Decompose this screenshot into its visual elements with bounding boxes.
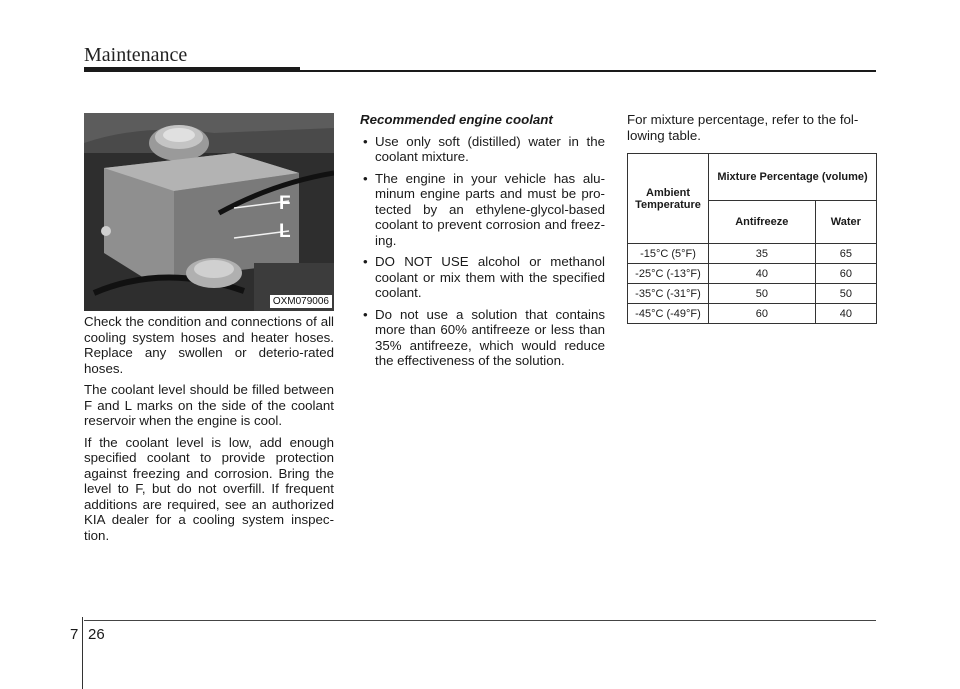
page-number: 26: [88, 626, 105, 643]
cell-antifreeze: 60: [709, 304, 816, 324]
fill-mark-l: L: [279, 221, 291, 242]
table-row: [628, 304, 877, 324]
cell-temperature: -35°C (-31°F): [628, 284, 709, 304]
cell-antifreeze: 35: [709, 244, 816, 264]
mixture-percentage-table: [627, 153, 877, 324]
header-ambient-temperature: Ambient Temperature: [628, 154, 709, 244]
cell-temperature: -45°C (-49°F): [628, 304, 709, 324]
cell-water: 50: [815, 284, 876, 304]
left-column: [84, 314, 334, 549]
cell-water: 60: [815, 264, 876, 284]
list-item: • The engine in your vehicle has alu-minum engine parts and must be pro-tected by an ethylene-glycol-based coolant to prevent corrosion and freez-ing.: [360, 171, 605, 249]
fill-mark-f: F: [279, 193, 291, 214]
cell-water: 40: [815, 304, 876, 324]
list-item: • Do not use a solution that contains more than 60% antifreeze or less than 35% antifreeze, which would reduce the effectiveness of the solution.: [360, 307, 605, 369]
list-item: • DO NOT USE alcohol or methanol coolant or mix them with the specified coolant.: [360, 254, 605, 301]
header-rule-thin: [300, 70, 876, 72]
engine-bay-illustration: [84, 113, 334, 311]
footer-vertical-rule: [82, 617, 83, 689]
table-intro: For mixture percentage, refer to the fol-lowing table.: [627, 112, 859, 143]
page-header-title: Maintenance: [84, 44, 188, 66]
coolant-reservoir-photo: [84, 113, 334, 311]
table-row: [628, 264, 877, 284]
middle-column: [360, 112, 605, 375]
header-rule-thick: [84, 67, 300, 72]
header-water: Water: [815, 201, 876, 244]
cell-water: 65: [815, 244, 876, 264]
paragraph-coolant-level: The coolant level should be filled between F and L marks on the side of the coolant reservoir when the engine is cool.: [84, 382, 334, 428]
cell-temperature: -25°C (-13°F): [628, 264, 709, 284]
table-row: [628, 284, 877, 304]
header-mixture-percentage: Mixture Percentage (volume): [709, 154, 877, 201]
cell-antifreeze: 40: [709, 264, 816, 284]
paragraph-low-coolant: If the coolant level is low, add enough specified coolant to provide protection against freezing and corrosion. Bring the level to F, but do not overfill. If frequent additions are required, see an authorized KIA dealer for a cooling system inspec-tion.: [84, 434, 334, 543]
coolant-bullet-list: [360, 134, 605, 369]
photo-reference-code: OXM079006: [270, 295, 332, 308]
paragraph-hoses: Check the condition and connections of all cooling system hoses and heater hoses. Replace any swollen or deterio-rated hoses.: [84, 314, 334, 376]
cell-temperature: -15°C (5°F): [628, 244, 709, 264]
table-row: [628, 244, 877, 264]
right-column: [627, 112, 879, 149]
header-antifreeze: Antifreeze: [709, 201, 816, 244]
footer-horizontal-rule: [84, 620, 876, 621]
chapter-number: 7: [70, 626, 79, 643]
list-item: • Use only soft (distilled) water in the coolant mixture.: [360, 134, 605, 165]
cell-antifreeze: 50: [709, 284, 816, 304]
section-heading: Recommended engine coolant: [360, 112, 553, 127]
